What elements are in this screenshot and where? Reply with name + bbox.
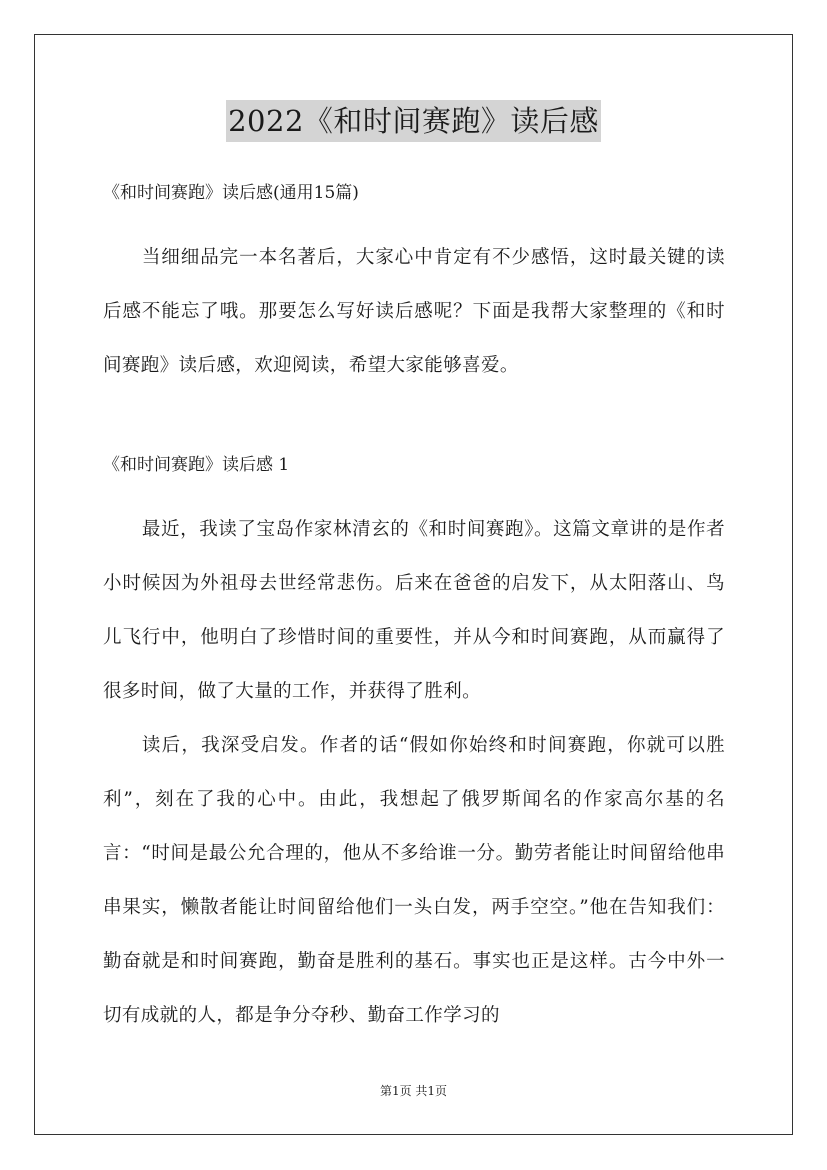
document-subtitle: 《和时间赛跑》读后感(通用15篇) [103, 183, 359, 203]
intro-paragraph-text: 当细细品完一本名著后，大家心中肯定有不少感悟，这时最关键的读后感不能忘了哦。那要怎么写好读后感呢？下面是我帮大家整理的《和时间赛跑》读后感，欢迎阅读，希望大家能够喜爱。 [103, 247, 725, 376]
section-heading: 《和时间赛跑》读后感 1 [103, 455, 290, 475]
body-paragraph-1: 最近，我读了宝岛作家林清玄的《和时间赛跑》。这篇文章讲的是作者小时候因为外祖母去世经常悲伤。后来在爸爸的启发下，从太阳落山、鸟儿飞行中，他明白了珍惜时间的重要性，并从今和时间赛跑，从而赢得了很多时间，做了大量的工作，并获得了胜利。 [103, 519, 725, 702]
document-title-text: 2022《和时间赛跑》读后感 [226, 100, 601, 142]
section-body [103, 503, 725, 1043]
page-footer: 第1页 共1页 [379, 1084, 448, 1098]
intro-paragraph [103, 231, 725, 393]
body-paragraph-2: 读后，我深受启发。作者的话“假如你始终和时间赛跑，你就可以胜利”，刻在了我的心中。由此，我想起了俄罗斯闻名的作家高尔基的名言：“时间是最公允合理的，他从不多给谁一分。勤劳者能让时间留给他串串果实，懒散者能让时间留给他们一头白发，两手空空。”他在告知我们：勤奋就是和时间赛跑，勤奋是胜利的基石。事实也正是这样。古今中外一切有成就的人，都是争分夺秒、勤奋工作学习的 [103, 735, 725, 1026]
document-title [0, 100, 827, 142]
